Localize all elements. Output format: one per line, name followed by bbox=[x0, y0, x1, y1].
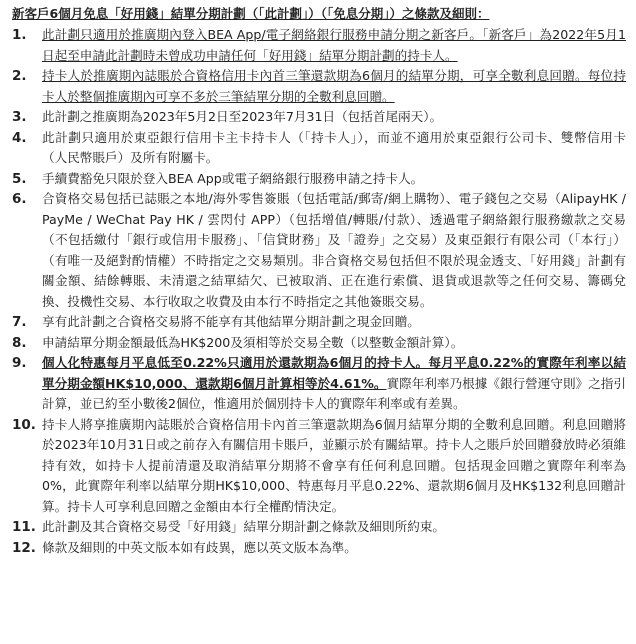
term-text: 實際年利率乃根據《銀行營運守則》之指引計算，並已約至小數後2個位，惟適用於個別持卡人的實際年利率或有差異。 bbox=[42, 375, 627, 411]
term-item-6 bbox=[12, 189, 626, 312]
term-item-4 bbox=[12, 128, 626, 169]
term-bold-text: 個人化特惠每月平息低至0.22%只適用於還款期為6個月的持卡人。每月平息0.22%的實際年利率以結單分期金額HK$10,000、還款期6個月計算相等於4.61%。 bbox=[42, 355, 626, 391]
term-text: 此計劃及其合資格交易受「好用錢」結單分期計劃之條款及細則所約束。 bbox=[42, 519, 445, 534]
term-text: 此計劃只適用於東亞銀行信用卡主卡持卡人（「持卡人」），而並不適用於東亞銀行公司卡、雙幣信用卡（人民幣賬戶）及所有附屬卡。 bbox=[42, 129, 626, 165]
term-number: 12. bbox=[12, 539, 36, 556]
term-item-3 bbox=[12, 107, 626, 128]
term-item-10 bbox=[12, 415, 626, 518]
term-number: 1. bbox=[12, 27, 27, 43]
term-text: 條款及細則的中英文版本如有歧異，應以英文版本為準。 bbox=[42, 539, 357, 555]
term-number: 5. bbox=[12, 170, 27, 187]
term-text: 持卡人將享推廣期內誌賬於合資格信用卡內首三筆還款期為6個月結單分期的全數利息回贈。利息回贈將於2023年10月31日或之前存入有關信用卡賬戶，並顯示於有關結單。持卡人之賬戶於回贈發放時必須維持有效，如持卡人提前清還及取消結單分期將不會享有任何利息回贈。包括現金回贈之實際年利率為0%，此實際年利率以結單分期HK$10,000、特惠每月平息0.22%、還款期6個月及HK$132利息回贈計算。持卡人可享利息回贈之金額由本行全權酌情決定。 bbox=[42, 416, 626, 514]
term-number: 8. bbox=[12, 334, 27, 351]
term-number: 4. bbox=[12, 129, 27, 146]
term-item-2 bbox=[12, 66, 626, 107]
term-number: 6. bbox=[12, 191, 27, 207]
terms-list bbox=[12, 25, 626, 558]
term-text: 申請結單分期金額最低為HK$200及須相等於交易全數（以整數金額計算）。 bbox=[42, 334, 464, 350]
term-number: 9. bbox=[12, 355, 27, 371]
term-number: 10. bbox=[12, 416, 36, 433]
term-item-8 bbox=[12, 333, 626, 354]
term-number: 2. bbox=[12, 68, 27, 84]
term-number: 3. bbox=[12, 109, 27, 125]
term-text: 持卡人於推廣期內誌賬於合資格信用卡內首三筆還款期為6個月的結單分期，可享全數利息回贈。每位持卡人於整個推廣期內可享不多於三筆結單分期的全數利息回贈。 bbox=[42, 68, 626, 104]
term-text: 享有此計劃之合資格交易將不能享有其他結單分期計劃之現金回贈。 bbox=[42, 314, 420, 329]
term-item-7 bbox=[12, 312, 626, 333]
term-item-12 bbox=[12, 538, 626, 559]
term-item-9 bbox=[12, 353, 626, 415]
term-text: 此計劃之推廣期為2023年5月2日至2023年7月31日（包括首尾兩天）。 bbox=[42, 109, 443, 124]
term-text-container bbox=[42, 353, 626, 415]
term-text: 合資格交易包括已誌賬之本地/海外零售簽賬（包括電話/郵寄/網上購物）、電子錢包之交易（AlipayHK / PayMe / WeChat Pay HK / 雲閃付 APP）（包括增值/轉賬/付款）、透過電子網絡銀行服務繳款之交易（不包括繳付「銀行或信用卡服務」、「信貸財務」及「證券」之交易）及東亞銀行有限公司（「本行」）（有唯一及絕對酌情權）不時指定之交易類別。非合資格交易包括但不限於現金透支、「好用錢」計劃有關金額、結餘轉賬、未清還之結單結欠、已被取消、正在進行索償、退貨或退款等之任何交易、籌碼兌換、投機性交易、本行收取之收費及由本行不時指定之其他簽賬交易。 bbox=[42, 191, 626, 309]
term-number: 7. bbox=[12, 314, 27, 330]
term-text: 手續費豁免只限於登入BEA App或電子網絡銀行服務申請之持卡人。 bbox=[42, 170, 424, 186]
term-number: 11. bbox=[12, 519, 36, 535]
term-item-11 bbox=[12, 517, 626, 538]
term-item-5 bbox=[12, 169, 626, 190]
term-item-1 bbox=[12, 25, 626, 66]
terms-title: 新客戶6個月免息「好用錢」結單分期計劃（「此計劃」）（「免息分期」）之條款及細則： bbox=[12, 6, 490, 21]
term-text: 此計劃只適用於推廣期內登入BEA App/電子網絡銀行服務申請分期之新客戶。「新客戶」為2022年5月1日起至申請此計劃時未曾成功申請任何「好用錢」結單分期計劃的持卡人。 bbox=[42, 27, 626, 63]
